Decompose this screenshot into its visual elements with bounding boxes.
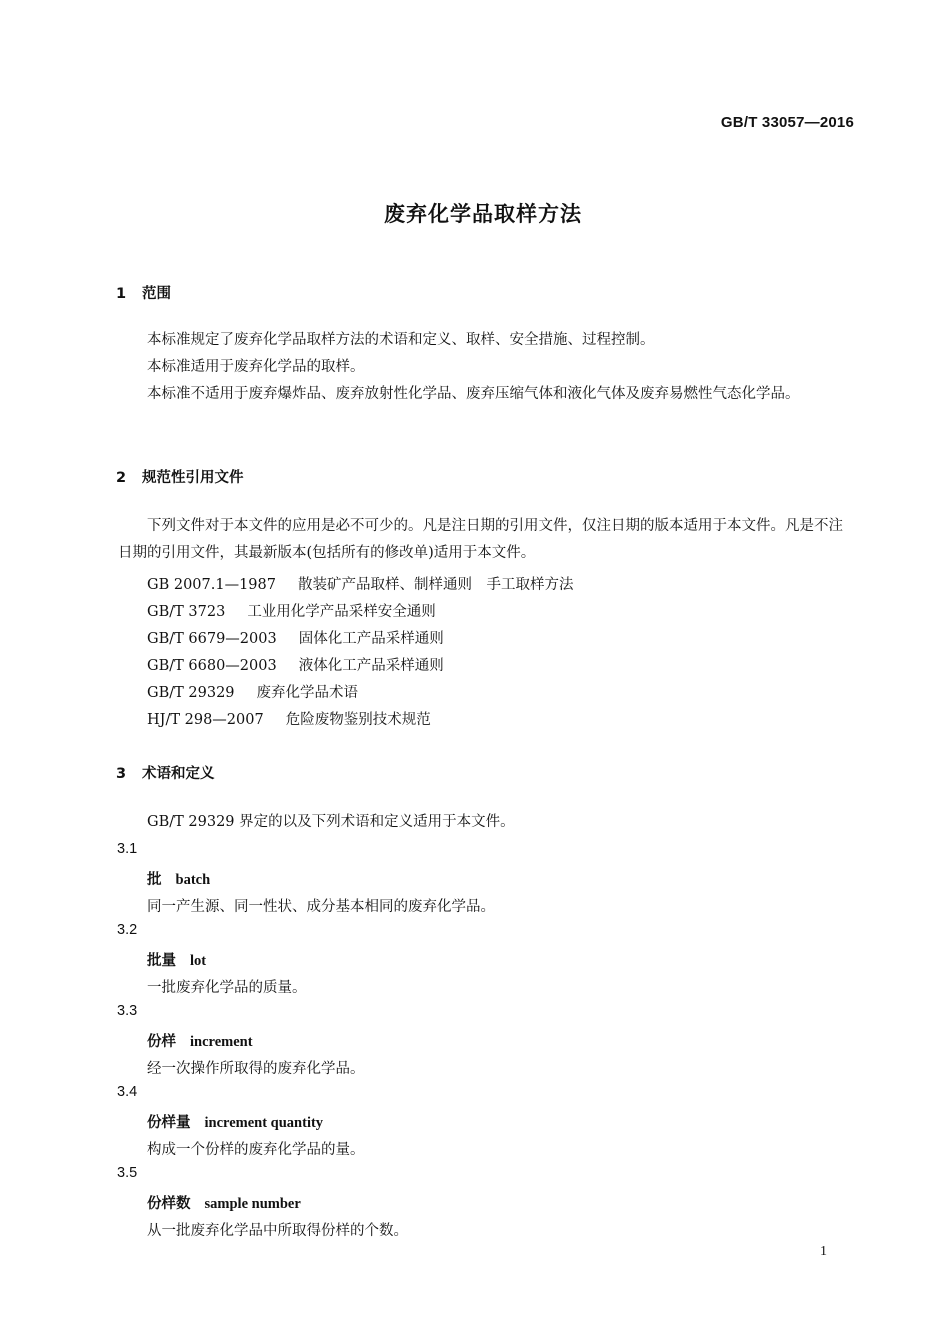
reference-item bbox=[147, 681, 358, 702]
reference-title: 危险废物鉴别技术规范 bbox=[285, 712, 431, 728]
paragraph: 本标准不适用于废弃爆炸品、废弃放射性化学品、废弃压缩气体和液化气体及废弃易燃性气态化学品。 bbox=[147, 386, 800, 402]
section-title: 范围 bbox=[142, 286, 171, 302]
term-en: batch bbox=[175, 872, 211, 888]
term-zh: 批量 bbox=[147, 952, 176, 969]
term-en: increment quantity bbox=[204, 1115, 324, 1131]
term-zh: 份样量 bbox=[147, 1114, 191, 1131]
term-zh: 份样 bbox=[147, 1033, 176, 1050]
reference-title: 散装矿产品取样、制样通则 手工取样方法 bbox=[298, 577, 574, 593]
section-number: 1 bbox=[116, 286, 127, 302]
clause-number: 3.4 bbox=[117, 1084, 138, 1100]
term-entry bbox=[147, 1111, 323, 1132]
term-entry bbox=[147, 949, 206, 970]
page-number: 1 bbox=[820, 1244, 827, 1259]
standard-number: GB/T 33057—2016 bbox=[720, 114, 854, 131]
reference-title: 工业用化学产品采样安全通则 bbox=[247, 604, 436, 620]
term-definition: 同一产生源、同一性状、成分基本相同的废弃化学品。 bbox=[147, 899, 495, 915]
reference-code: GB/T 29329 bbox=[147, 685, 235, 701]
section-1-heading bbox=[116, 282, 171, 303]
paragraph: GB/T 29329 界定的以及下列术语和定义适用于本文件。 bbox=[147, 814, 515, 830]
clause-number: 3.2 bbox=[117, 922, 138, 938]
reference-title: 固体化工产品采样通则 bbox=[298, 631, 444, 647]
paragraph: 本标准规定了废弃化学品取样方法的术语和定义、取样、安全措施、过程控制。 bbox=[147, 332, 655, 348]
paragraph: 本标准适用于废弃化学品的取样。 bbox=[147, 359, 365, 375]
term-definition: 一批废弃化学品的质量。 bbox=[147, 980, 307, 996]
paragraph: 下列文件对于本文件的应用是必不可少的。凡是注日期的引用文件，仅注日期的版本适用于本文件。凡是不注日期的引用文件，其最新版本(包括所有的修改单)适用于本文件。 bbox=[118, 518, 843, 561]
term-en: lot bbox=[190, 953, 207, 969]
section-3-heading bbox=[116, 762, 215, 783]
term-entry bbox=[147, 868, 210, 889]
reference-item bbox=[147, 627, 444, 648]
reference-code: GB/T 3723 bbox=[147, 604, 226, 620]
reference-title: 废弃化学品术语 bbox=[256, 685, 359, 701]
clause-number: 3.3 bbox=[117, 1003, 138, 1019]
reference-code: GB/T 6679—2003 bbox=[147, 631, 277, 647]
reference-code: GB 2007.1—1987 bbox=[147, 577, 276, 593]
term-en: sample number bbox=[204, 1196, 301, 1212]
reference-item bbox=[147, 573, 574, 594]
reference-item bbox=[147, 708, 431, 729]
reference-code: HJ/T 298—2007 bbox=[147, 712, 264, 728]
section-number: 3 bbox=[116, 766, 127, 782]
reference-item bbox=[147, 654, 444, 675]
clause-number: 3.5 bbox=[117, 1165, 138, 1181]
section-number: 2 bbox=[116, 470, 127, 486]
clause-number: 3.1 bbox=[117, 841, 138, 857]
term-entry bbox=[147, 1030, 253, 1051]
term-entry bbox=[147, 1192, 301, 1213]
term-zh: 份样数 bbox=[147, 1195, 191, 1212]
reference-item bbox=[147, 600, 436, 621]
reference-title: 液体化工产品采样通则 bbox=[298, 658, 444, 674]
term-en: increment bbox=[190, 1034, 253, 1050]
term-definition: 经一次操作所取得的废弃化学品。 bbox=[147, 1061, 365, 1077]
reference-code: GB/T 6680—2003 bbox=[147, 658, 277, 674]
section-2-heading bbox=[116, 466, 244, 487]
document-title: 废弃化学品取样方法 bbox=[384, 202, 582, 226]
term-definition: 构成一个份样的废弃化学品的量。 bbox=[147, 1142, 365, 1158]
section-title: 术语和定义 bbox=[142, 766, 215, 782]
term-definition: 从一批废弃化学品中所取得份样的个数。 bbox=[147, 1223, 408, 1239]
section-title: 规范性引用文件 bbox=[142, 470, 244, 486]
term-zh: 批 bbox=[147, 871, 162, 888]
